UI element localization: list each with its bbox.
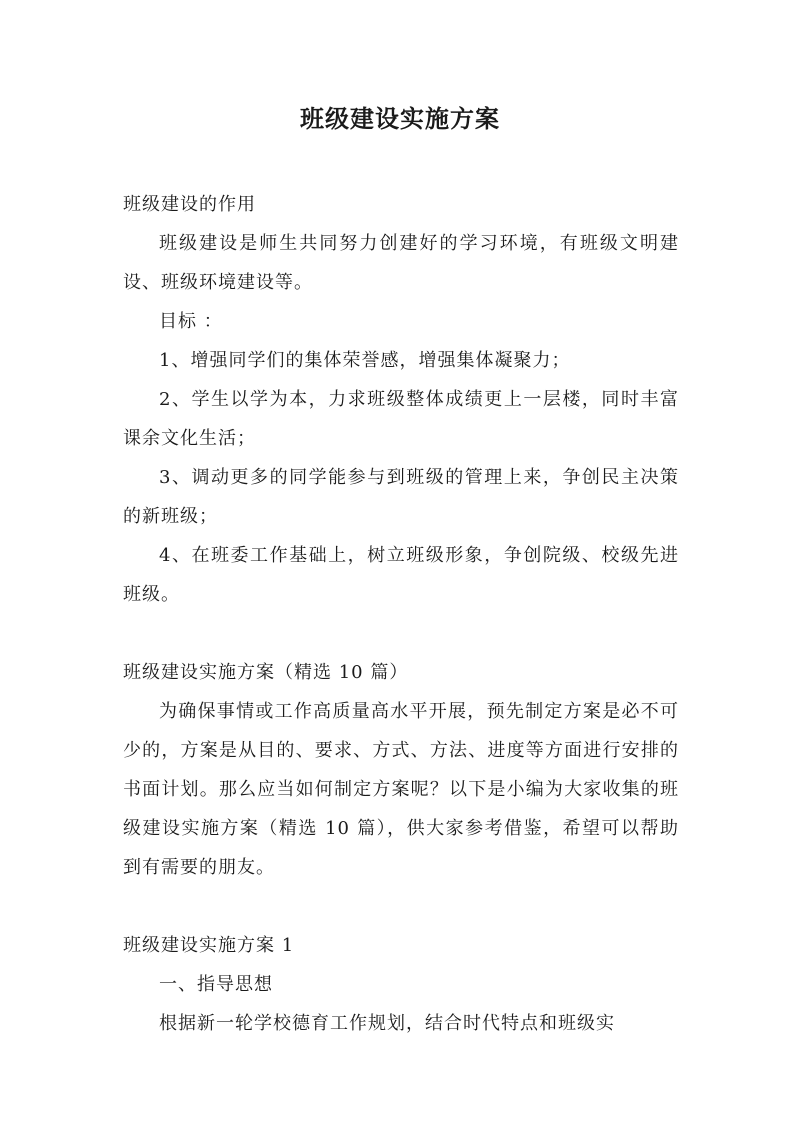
list-item: 4、在班委工作基础上，树立班级形象，争创院级、校级先进班级。: [123, 545, 679, 605]
paragraph: 班级建设是师生共同努力创建好的学习环境，有班级文明建设、班级环境建设等。: [123, 233, 679, 293]
section-heading: 班级建设的作用: [123, 194, 256, 215]
list-item: 3、调动更多的同学能参与到班级的管理上来，争创民主决策的新班级；: [123, 467, 679, 527]
list-item: 2、学生以学为本，力求班级整体成绩更上一层楼，同时丰富课余文化生活；: [123, 389, 679, 449]
paragraph: 为确保事情或工作高质量高水平开展，预先制定方案是必不可少的，方案是从目的、要求、方式、方法、进度等方面进行安排的书面计划。那么应当如何制定方案呢？以下是小编为大家收集的班级建设实施方案（精选 10 篇），供大家参考借鉴，希望可以帮助到有需要的朋友。: [123, 701, 679, 878]
section-heading: 班级建设实施方案（精选 10 篇）: [123, 662, 409, 683]
section-spacer: [123, 887, 679, 926]
paragraph: 目标 ：: [159, 311, 223, 332]
section-spacer: [123, 614, 679, 653]
document-body: [123, 185, 679, 1043]
list-item: 1、增强同学们的集体荣誉感，增强集体凝聚力；: [159, 350, 571, 371]
subheading: 一、指导思想: [159, 974, 273, 995]
paragraph: 根据新一轮学校德育工作规划，结合时代特点和班级实: [159, 1013, 615, 1034]
section-heading: 班级建设实施方案 1: [123, 935, 295, 956]
document-title: 班级建设实施方案: [300, 104, 500, 133]
